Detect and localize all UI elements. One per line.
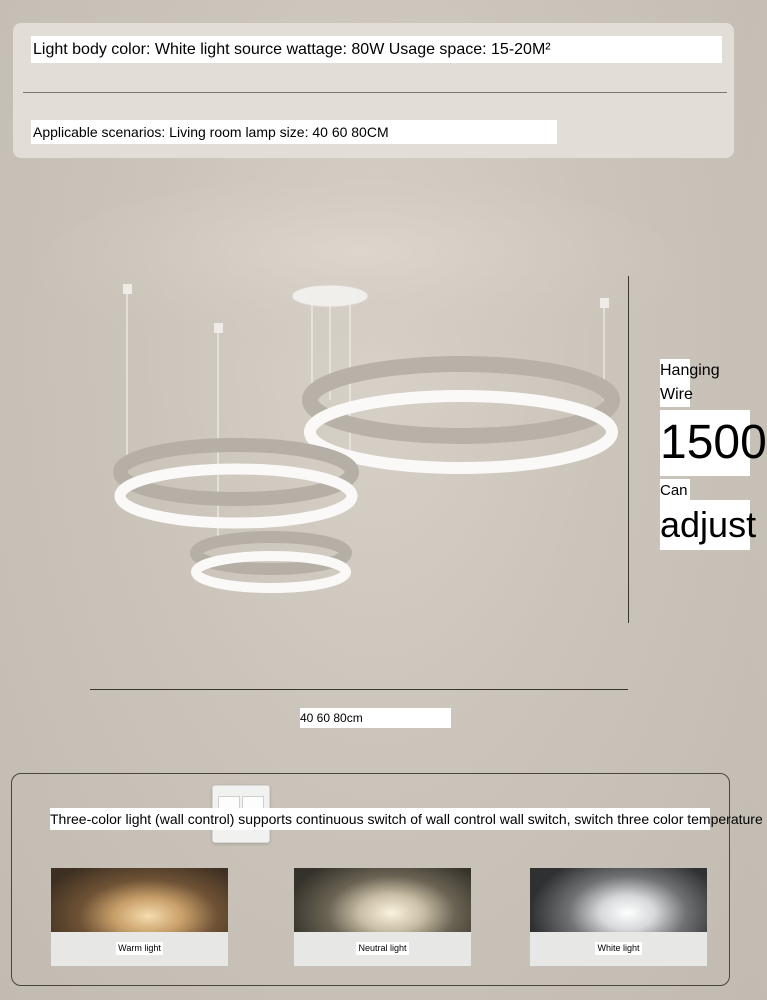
- hanging-wire-label: Hanging: [660, 359, 690, 383]
- white-light-swatch: [530, 868, 707, 966]
- spec-line-color-wattage-space: Light body color: White light source wattage: 80W Usage space: 15-20M²: [31, 36, 722, 63]
- neutral-light-glow: [294, 868, 471, 932]
- width-dimension-line: [90, 689, 628, 690]
- warm-light-label: Warm light: [118, 943, 161, 953]
- spec-line-scenario-size: Applicable scenarios: Living room lamp size: 40 60 80CM: [31, 120, 557, 144]
- ceiling-shadow: [40, 175, 680, 365]
- white-light-label: White light: [597, 943, 640, 953]
- hanging-wire-note-2: adjust: [660, 500, 750, 550]
- hanging-wire-label-2: Wire: [660, 383, 690, 407]
- white-light-glow: [530, 868, 707, 932]
- hanging-wire-note: Can: [660, 479, 690, 503]
- ceiling-canopy: [292, 285, 368, 307]
- neutral-light-label: Neutral light: [358, 943, 407, 953]
- neutral-light-swatch: [294, 868, 471, 966]
- size-dimension-label: 40 60 80cm: [300, 708, 451, 728]
- spec-divider: [23, 92, 727, 93]
- warm-light-swatch: [51, 868, 228, 966]
- height-dimension-line: [628, 276, 629, 623]
- product-image-area: [0, 160, 750, 760]
- spec-card: [13, 23, 734, 158]
- warm-light-glow: [51, 868, 228, 932]
- hanging-wire-length: 1500: [660, 410, 750, 476]
- three-color-description: Three-color light (wall control) supports continuous switch of wall control wall switch, switch three color temperature: [50, 808, 710, 830]
- pendant-lamp-image: [0, 160, 750, 760]
